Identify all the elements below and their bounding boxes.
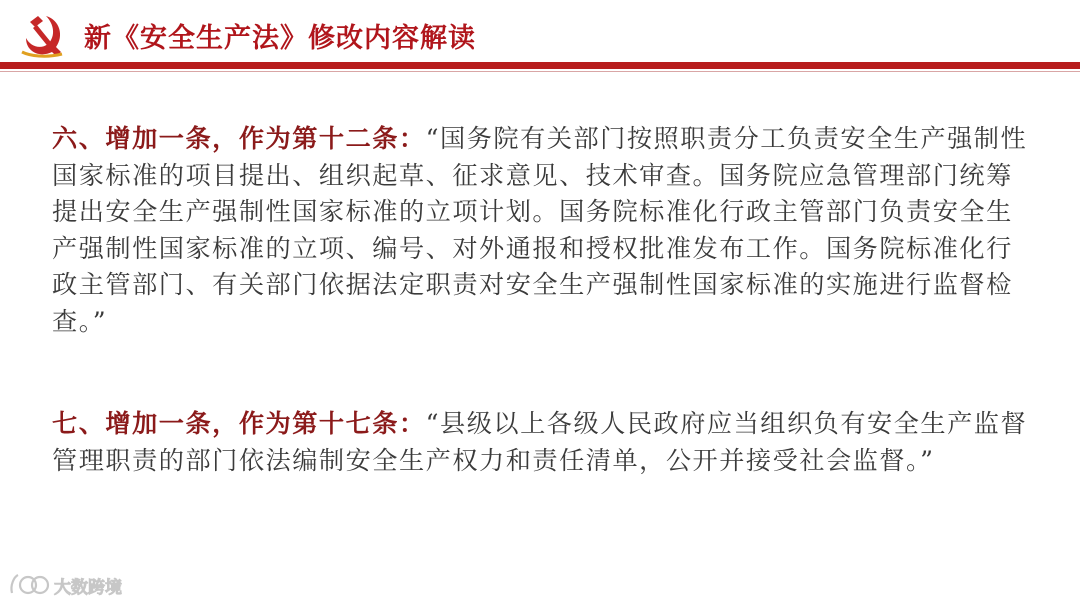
section-body: “国务院有关部门按照职责分工负责安全生产强制性国家标准的项目提出、组织起草、征求意见、技术审查。国务院应急管理部门统筹提出安全生产强制性国家标准的立项计划。国务院标准化行政主管部门负责安全生产强制性国家标准的立项、编号、对外通报和授权批准发布工作。国务院标准化行政主管部门、有关部门依据法定职责对安全生产强制性国家标准的实施进行监督检查。”	[52, 124, 1028, 336]
watermark-text: 大数跨境	[54, 577, 122, 598]
slide-header	[0, 0, 1080, 66]
section-heading: 七、增加一条，作为第十七条：	[52, 408, 426, 438]
page-title: 新《安全生产法》修改内容解读	[84, 23, 476, 54]
header-divider	[0, 62, 1080, 69]
watermark	[8, 570, 122, 600]
hammer-sickle-emblem-icon	[16, 8, 68, 60]
wechat-channel-logo-icon	[8, 571, 52, 599]
article-section-7	[52, 405, 1032, 479]
header-divider-thin	[0, 71, 1080, 72]
section-heading: 六、增加一条，作为第十二条：	[52, 123, 426, 153]
section-body: “县级以上各级人民政府应当组织负有安全生产监督管理职责的部门依法编制安全生产权力和责任清单，公开并接受社会监督。”	[52, 409, 1028, 475]
article-section-6	[52, 120, 1032, 340]
